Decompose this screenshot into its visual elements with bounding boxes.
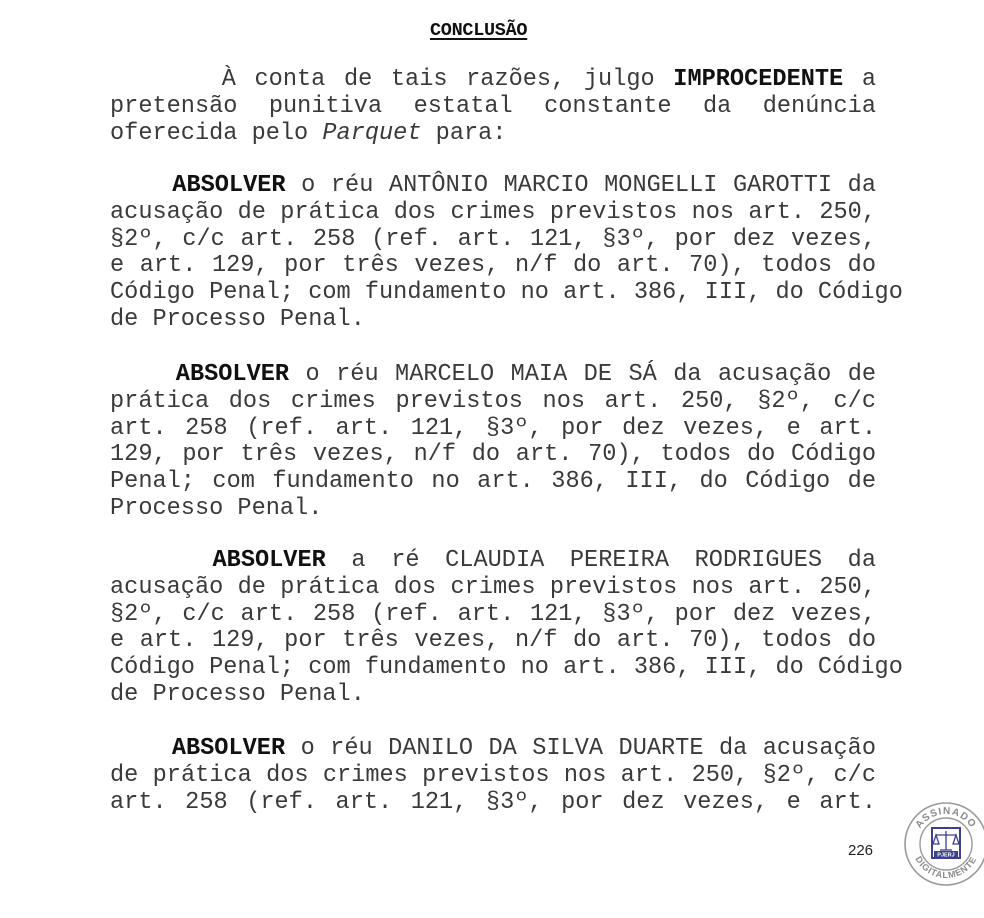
text-line: [110, 442, 876, 469]
text-run: oferecida pelo: [110, 119, 323, 147]
text-run: pretensão punitiva estatal constante da denúncia: [110, 92, 876, 120]
verdict-paragraph: [110, 172, 903, 334]
text-run: Código Penal; com fundamento no art. 386, III, do Código: [110, 654, 903, 682]
text-run: o réu MARCELO MAIA DE SÁ da acusação de: [289, 361, 877, 388]
text-line: [110, 763, 876, 790]
text-run: e art. 129, por três vezes, n/f do art. 70), todos do: [110, 627, 876, 655]
text-run: a: [843, 66, 876, 93]
verdict-paragraph: [110, 362, 876, 523]
text-run: prática dos crimes previstos nos art. 250, §2º, c/c: [110, 387, 876, 415]
text-run: [110, 361, 176, 388]
text-run: acusação de prática dos crimes previstos nos art. 250,: [110, 198, 876, 226]
text-run: Penal; com fundamento no art. 386, III, do Código de: [110, 468, 876, 496]
text-line: [110, 736, 876, 763]
text-run: Código Penal; com fundamento no art. 386, III, do Código: [110, 279, 903, 307]
text-run: [110, 172, 172, 199]
bold-text: ABSOLVER: [172, 172, 286, 199]
text-line: [110, 307, 876, 334]
text-run: de Processo Penal.: [110, 680, 365, 708]
text-run: Processo Penal.: [110, 494, 323, 522]
text-line: [110, 790, 876, 817]
text-run: §2º, c/c art. 258 (ref. art. 121, §3º, por dez vezes,: [110, 600, 876, 628]
bold-text: ABSOLVER: [171, 735, 286, 762]
text-line: [110, 200, 876, 227]
text-line: [110, 469, 876, 496]
text-line: [110, 253, 876, 280]
text-line: [110, 548, 876, 575]
text-line: [110, 173, 876, 200]
bold-text: ABSOLVER: [175, 361, 290, 388]
text-run: [110, 547, 213, 574]
text-line: [110, 94, 876, 121]
text-line: [110, 575, 876, 602]
text-run: art. 258 (ref. art. 121, §3º, por dez vezes, e art.: [110, 788, 876, 816]
text-line: [110, 227, 876, 254]
text-line: [110, 389, 876, 416]
verdict-paragraph: [110, 547, 903, 709]
text-run: o réu DANILO DA SILVA DUARTE da acusação: [285, 735, 876, 762]
text-run: para:: [421, 119, 507, 147]
bold-text: IMPROCEDENTE: [673, 66, 844, 93]
text-line: [110, 628, 876, 655]
text-line: [110, 121, 876, 148]
text-line: [110, 496, 876, 523]
text-line: [110, 67, 876, 94]
svg-text:PJERJ: PJERJ: [937, 852, 955, 859]
page-number: 226: [848, 842, 874, 859]
text-line: [110, 654, 903, 682]
text-run: de Processo Penal.: [110, 305, 365, 333]
section-title: CONCLUSÃO: [430, 20, 528, 41]
intro-paragraph: [110, 67, 876, 147]
text-line: [110, 602, 876, 629]
digital-signature-seal-icon: [902, 800, 984, 888]
text-line: [110, 362, 876, 389]
text-run: o réu ANTÔNIO MARCIO MONGELLI GAROTTI da: [285, 172, 876, 199]
text-run: a ré CLAUDIA PEREIRA RODRIGUES da: [325, 547, 876, 574]
text-run: 129, por três vezes, n/f do art. 70), todos do Código: [110, 441, 876, 469]
verdict-paragraph: [110, 736, 876, 816]
text-run: art. 258 (ref. art. 121, §3º, por dez vezes, e art.: [110, 414, 876, 442]
text-line: [110, 416, 876, 443]
text-run: §2º, c/c art. 258 (ref. art. 121, §3º, por dez vezes,: [110, 225, 876, 253]
italic-text: Parquet: [322, 119, 422, 147]
text-run: acusação de prática dos crimes previstos nos art. 250,: [110, 573, 876, 601]
text-run: e art. 129, por três vezes, n/f do art. 70), todos do: [110, 252, 876, 280]
text-run: [110, 735, 172, 762]
text-line: [110, 682, 876, 709]
text-run: À conta de tais razões, julgo: [110, 66, 674, 93]
svg-text:ASSINADO: ASSINADO: [913, 805, 979, 831]
text-line: [110, 279, 903, 307]
svg-text:DIGITALMENTE: DIGITALMENTE: [913, 854, 979, 881]
bold-text: ABSOLVER: [212, 547, 326, 574]
text-run: de prática dos crimes previstos nos art. 250, §2º, c/c: [110, 761, 876, 789]
